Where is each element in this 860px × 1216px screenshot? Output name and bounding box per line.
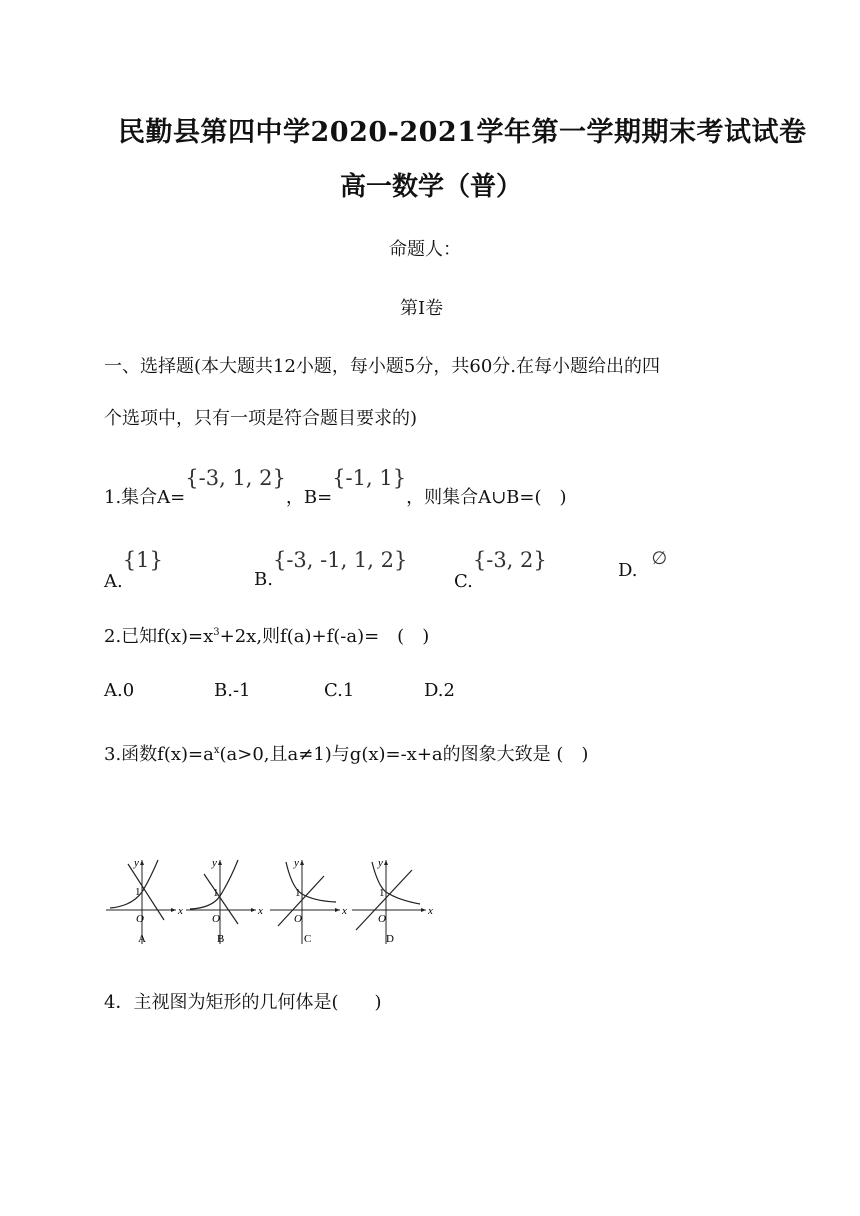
graph-label-b: B (217, 933, 225, 945)
option-label: D. (618, 560, 638, 581)
section-instructions-line2: 个选项中，只有一项是符合题目要求的) (104, 408, 418, 429)
volume-label: 第Ⅰ卷 (400, 298, 444, 319)
option-value: {-3, 2} (472, 548, 547, 572)
q3-graph-options (102, 854, 433, 950)
origin-label: O (136, 913, 144, 925)
x-axis-label: x (428, 905, 433, 917)
q2-option-a: A.0 (104, 680, 135, 701)
author-label: 命题人： (389, 239, 461, 260)
exam-subtitle: 高一数学（普） (340, 172, 523, 202)
question-2 (104, 622, 429, 648)
q2-option-b: B.-1 (214, 680, 251, 701)
q2-suffix: +2x,则f(a)+f(-a)= ( ) (219, 626, 430, 647)
exam-title: 民勤县第四中学2020-2021学年第一学期期末考试试卷 (118, 117, 807, 148)
graph-label-d: D (386, 933, 394, 945)
section-instructions-line1: 一、选择题(本大题共12小题，每小题5分，共60分.在每小题给出的四 (104, 356, 661, 377)
option-value: {-3, -1, 1, 2} (272, 548, 408, 572)
q3-suffix: (a>0,且a≠1)与g(x)=-x+a的图象大致是 ( ) (219, 744, 589, 765)
q3-exponent: x (213, 745, 220, 756)
q2-prefix: 2.已知f(x)=x (104, 626, 214, 647)
q1-prefix: 1.集合A= (104, 487, 186, 508)
q1-option-d (618, 548, 667, 581)
graph-label-a: A (138, 933, 146, 945)
q1-option-a (104, 548, 163, 592)
origin-label: O (212, 913, 220, 925)
x-axis-label: x (258, 905, 263, 917)
q2-exponent: 3 (213, 627, 220, 638)
origin-label: O (378, 913, 386, 925)
q3-graphs-figure (102, 854, 433, 950)
graph-label-c: C (304, 933, 312, 945)
q2-option-d: D.2 (424, 680, 455, 701)
option-label: B. (254, 569, 273, 590)
q1-set-a: {-3, 1, 2} (185, 466, 286, 490)
question-1 (104, 466, 567, 506)
q1-set-b: {-1, 1} (332, 466, 407, 490)
tick-one-label: 1 (213, 887, 219, 899)
option-label: A. (104, 571, 123, 592)
graph-d (352, 857, 433, 945)
question-3 (104, 740, 588, 766)
q1-suffix: ，则集合A∪B=( ) (406, 487, 567, 508)
graph-b (186, 857, 263, 945)
x-axis-label: x (178, 905, 183, 917)
x-axis-label: x (342, 905, 347, 917)
graph-c (270, 857, 347, 945)
q2-option-c: C.1 (324, 680, 355, 701)
q3-prefix: 3.函数f(x)=a (104, 744, 214, 765)
tick-one-label: 1 (295, 887, 301, 899)
y-axis-label: y (212, 857, 217, 869)
question-4: 4．主视图为矩形的几何体是( ) (104, 992, 382, 1013)
q1-mid: ，B= (285, 487, 333, 508)
y-axis-label: y (294, 857, 299, 869)
option-value: {1} (122, 548, 163, 572)
q1-option-c (454, 548, 547, 592)
empty-set-symbol: ∅ (651, 548, 668, 569)
y-axis-label: y (378, 857, 383, 869)
graph-a (106, 857, 183, 945)
y-axis-label: y (134, 857, 139, 869)
option-label: C. (454, 571, 473, 592)
q1-option-b (254, 548, 407, 590)
tick-one-label: 1 (379, 887, 385, 899)
origin-label: O (294, 913, 302, 925)
tick-one-label: 1 (135, 886, 141, 898)
